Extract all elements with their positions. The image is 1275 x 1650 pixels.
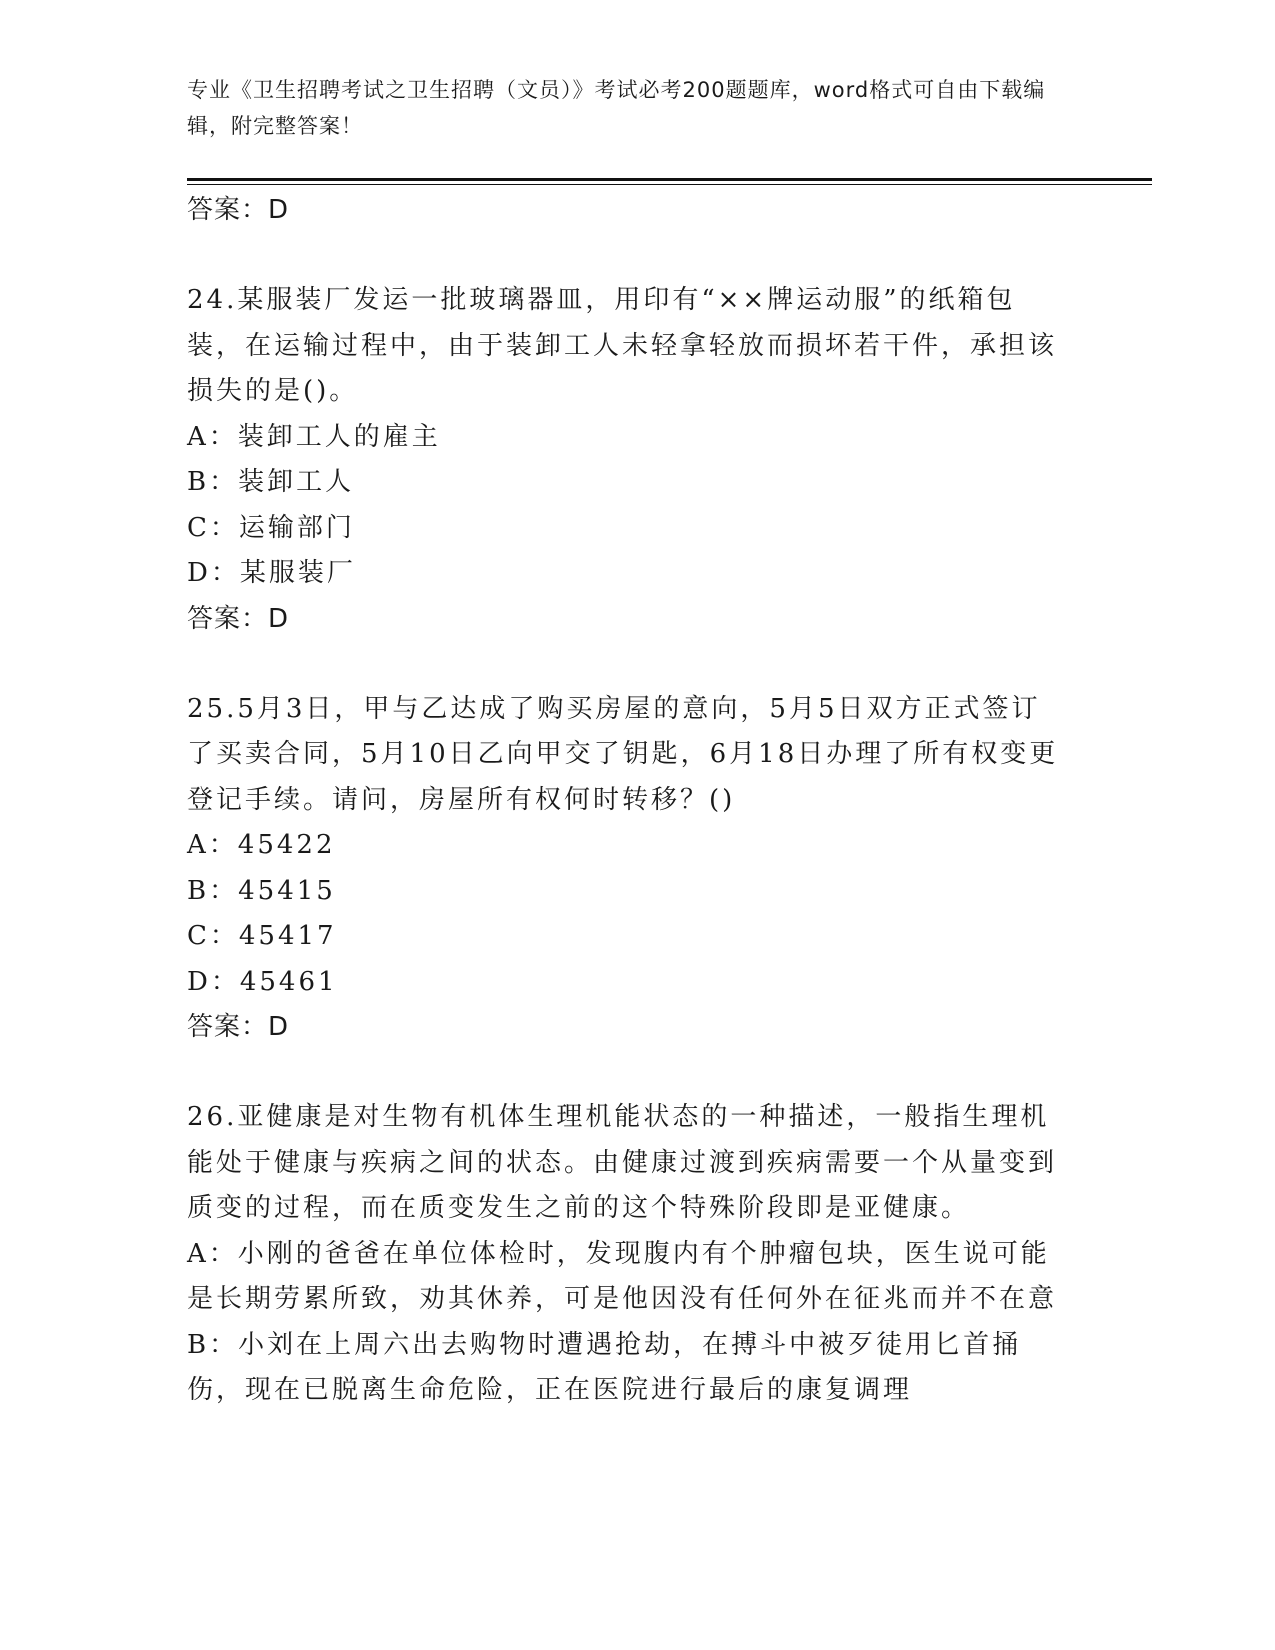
document-body	[187, 188, 1067, 1414]
question-24	[187, 278, 1067, 642]
answer-line: 答案：D	[187, 195, 290, 225]
option-d: D：某服装厂	[187, 558, 356, 588]
option-a: A：45422	[187, 830, 336, 860]
option-b: B：45415	[187, 875, 336, 906]
header-divider-thick	[187, 178, 1152, 181]
question-text: 24.某服装厂发运一批玻璃器皿，用印有“××牌运动服”的纸箱包装，在运输过程中，由于装卸工人未轻拿轻放而损坏若干件，承担该损失的是()。	[187, 285, 1058, 406]
document-header: 专业《卫生招聘考试之卫生招聘（文员）》考试必考200题题库，word格式可自由下载编辑，附完整答案！	[187, 78, 1046, 138]
option-c: C：45417	[187, 921, 337, 951]
question-26	[187, 1095, 1067, 1414]
question-25	[187, 687, 1067, 1051]
answer-line: 答案：D	[187, 1012, 290, 1042]
option-b: B：装卸工人	[187, 467, 355, 497]
option-a: A：小刚的爸爸在单位体检时，发现腹内有个肿瘤包块，医生说可能是长期劳累所致，劝其休养，可是他因没有任何外在征兆而并不在意	[187, 1238, 1058, 1314]
question-text: 25.5月3日，甲与乙达成了购买房屋的意向，5月5日双方正式签订了买卖合同，5月10日乙向甲交了钥匙，6月18日办理了所有权变更登记手续。请问，房屋所有权何时转移？()	[187, 693, 1059, 815]
header-divider-thin	[187, 184, 1152, 185]
question-text: 26.亚健康是对生物有机体生理机能状态的一种描述，一般指生理机能处于健康与疾病之间的状态。由健康过渡到疾病需要一个从量变到质变的过程，而在质变发生之前的这个特殊阶段即是亚健康。	[187, 1102, 1058, 1223]
answer-line: 答案：D	[187, 603, 290, 634]
option-d: D：45461	[187, 966, 338, 997]
option-c: C：运输部门	[187, 512, 355, 543]
option-a: A：装卸工人的雇主	[187, 421, 441, 452]
option-b: B：小刘在上周六出去购物时遭遇抢劫，在搏斗中被歹徒用匕首捅伤，现在已脱离生命危险，正在医院进行最后的康复调理	[187, 1329, 1022, 1405]
